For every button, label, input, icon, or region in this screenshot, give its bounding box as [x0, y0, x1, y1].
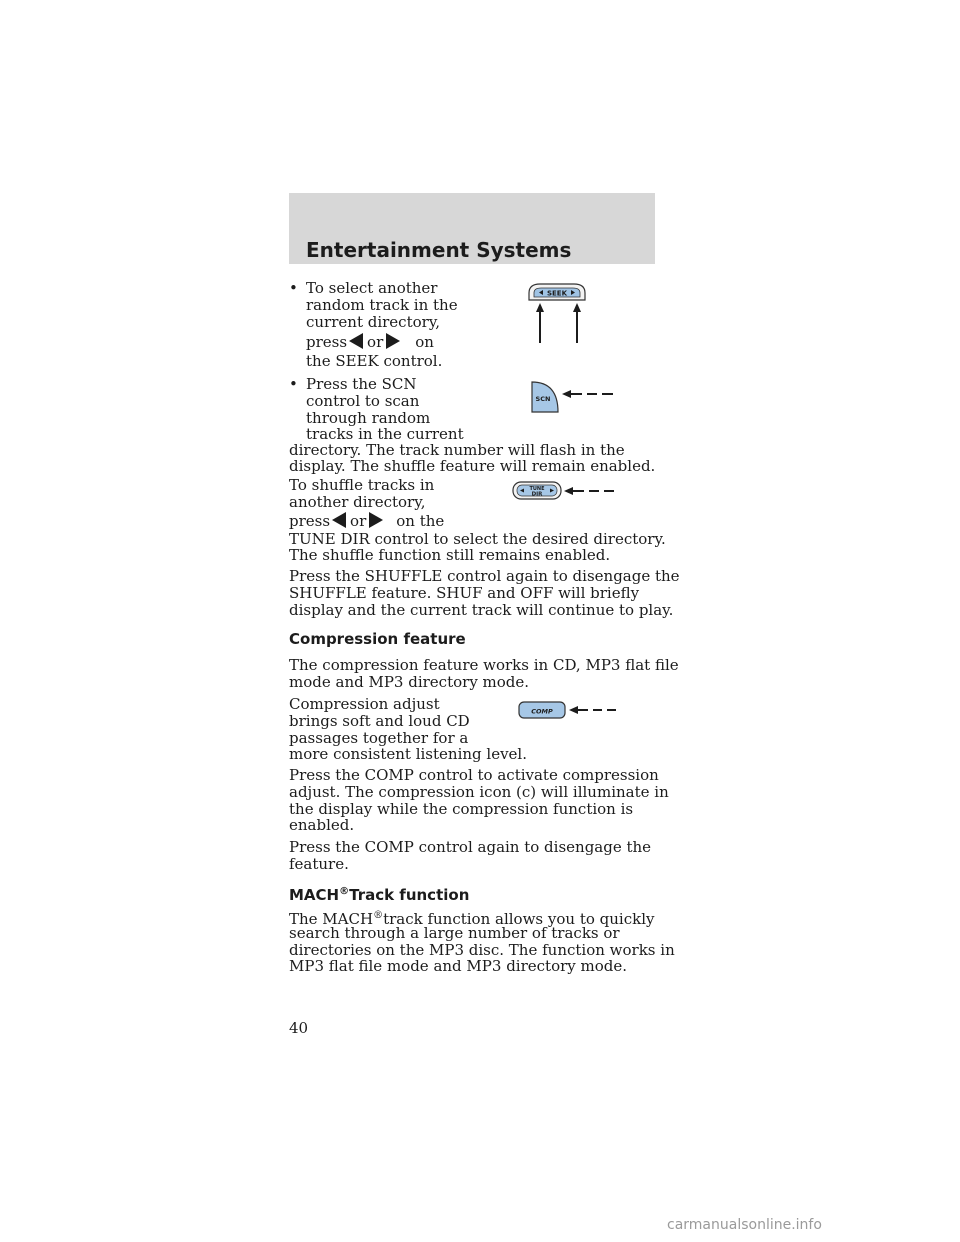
section-title: Entertainment Systems	[306, 238, 572, 262]
tune-press-line: press or on the	[289, 512, 445, 530]
scn-label: SCN	[535, 395, 551, 403]
section-header	[289, 193, 655, 264]
seek-control-figure	[526, 281, 588, 345]
comp-control-figure	[518, 700, 618, 722]
bullet-seek: •	[289, 279, 298, 297]
mach-heading: MACH®Track function	[289, 886, 470, 904]
comp-label: COMP	[531, 707, 553, 716]
watermark: carmanualsonline.info	[667, 1217, 822, 1233]
left-triangle-icon	[349, 333, 364, 349]
dir-label: DIR	[531, 491, 543, 498]
right-triangle-icon	[368, 512, 383, 528]
bullet-scn: •	[289, 375, 298, 393]
left-triangle-icon	[332, 512, 347, 528]
tune-label: TUNE	[529, 486, 545, 492]
scn-control-figure	[530, 380, 616, 414]
compression-heading: Compression feature	[289, 630, 466, 648]
seek-label: SEEK	[546, 289, 568, 298]
tune-dir-control-figure	[512, 480, 616, 502]
right-triangle-icon	[385, 333, 400, 349]
page-number: 40	[289, 1019, 309, 1037]
seek-press-line: press or on	[306, 333, 434, 351]
